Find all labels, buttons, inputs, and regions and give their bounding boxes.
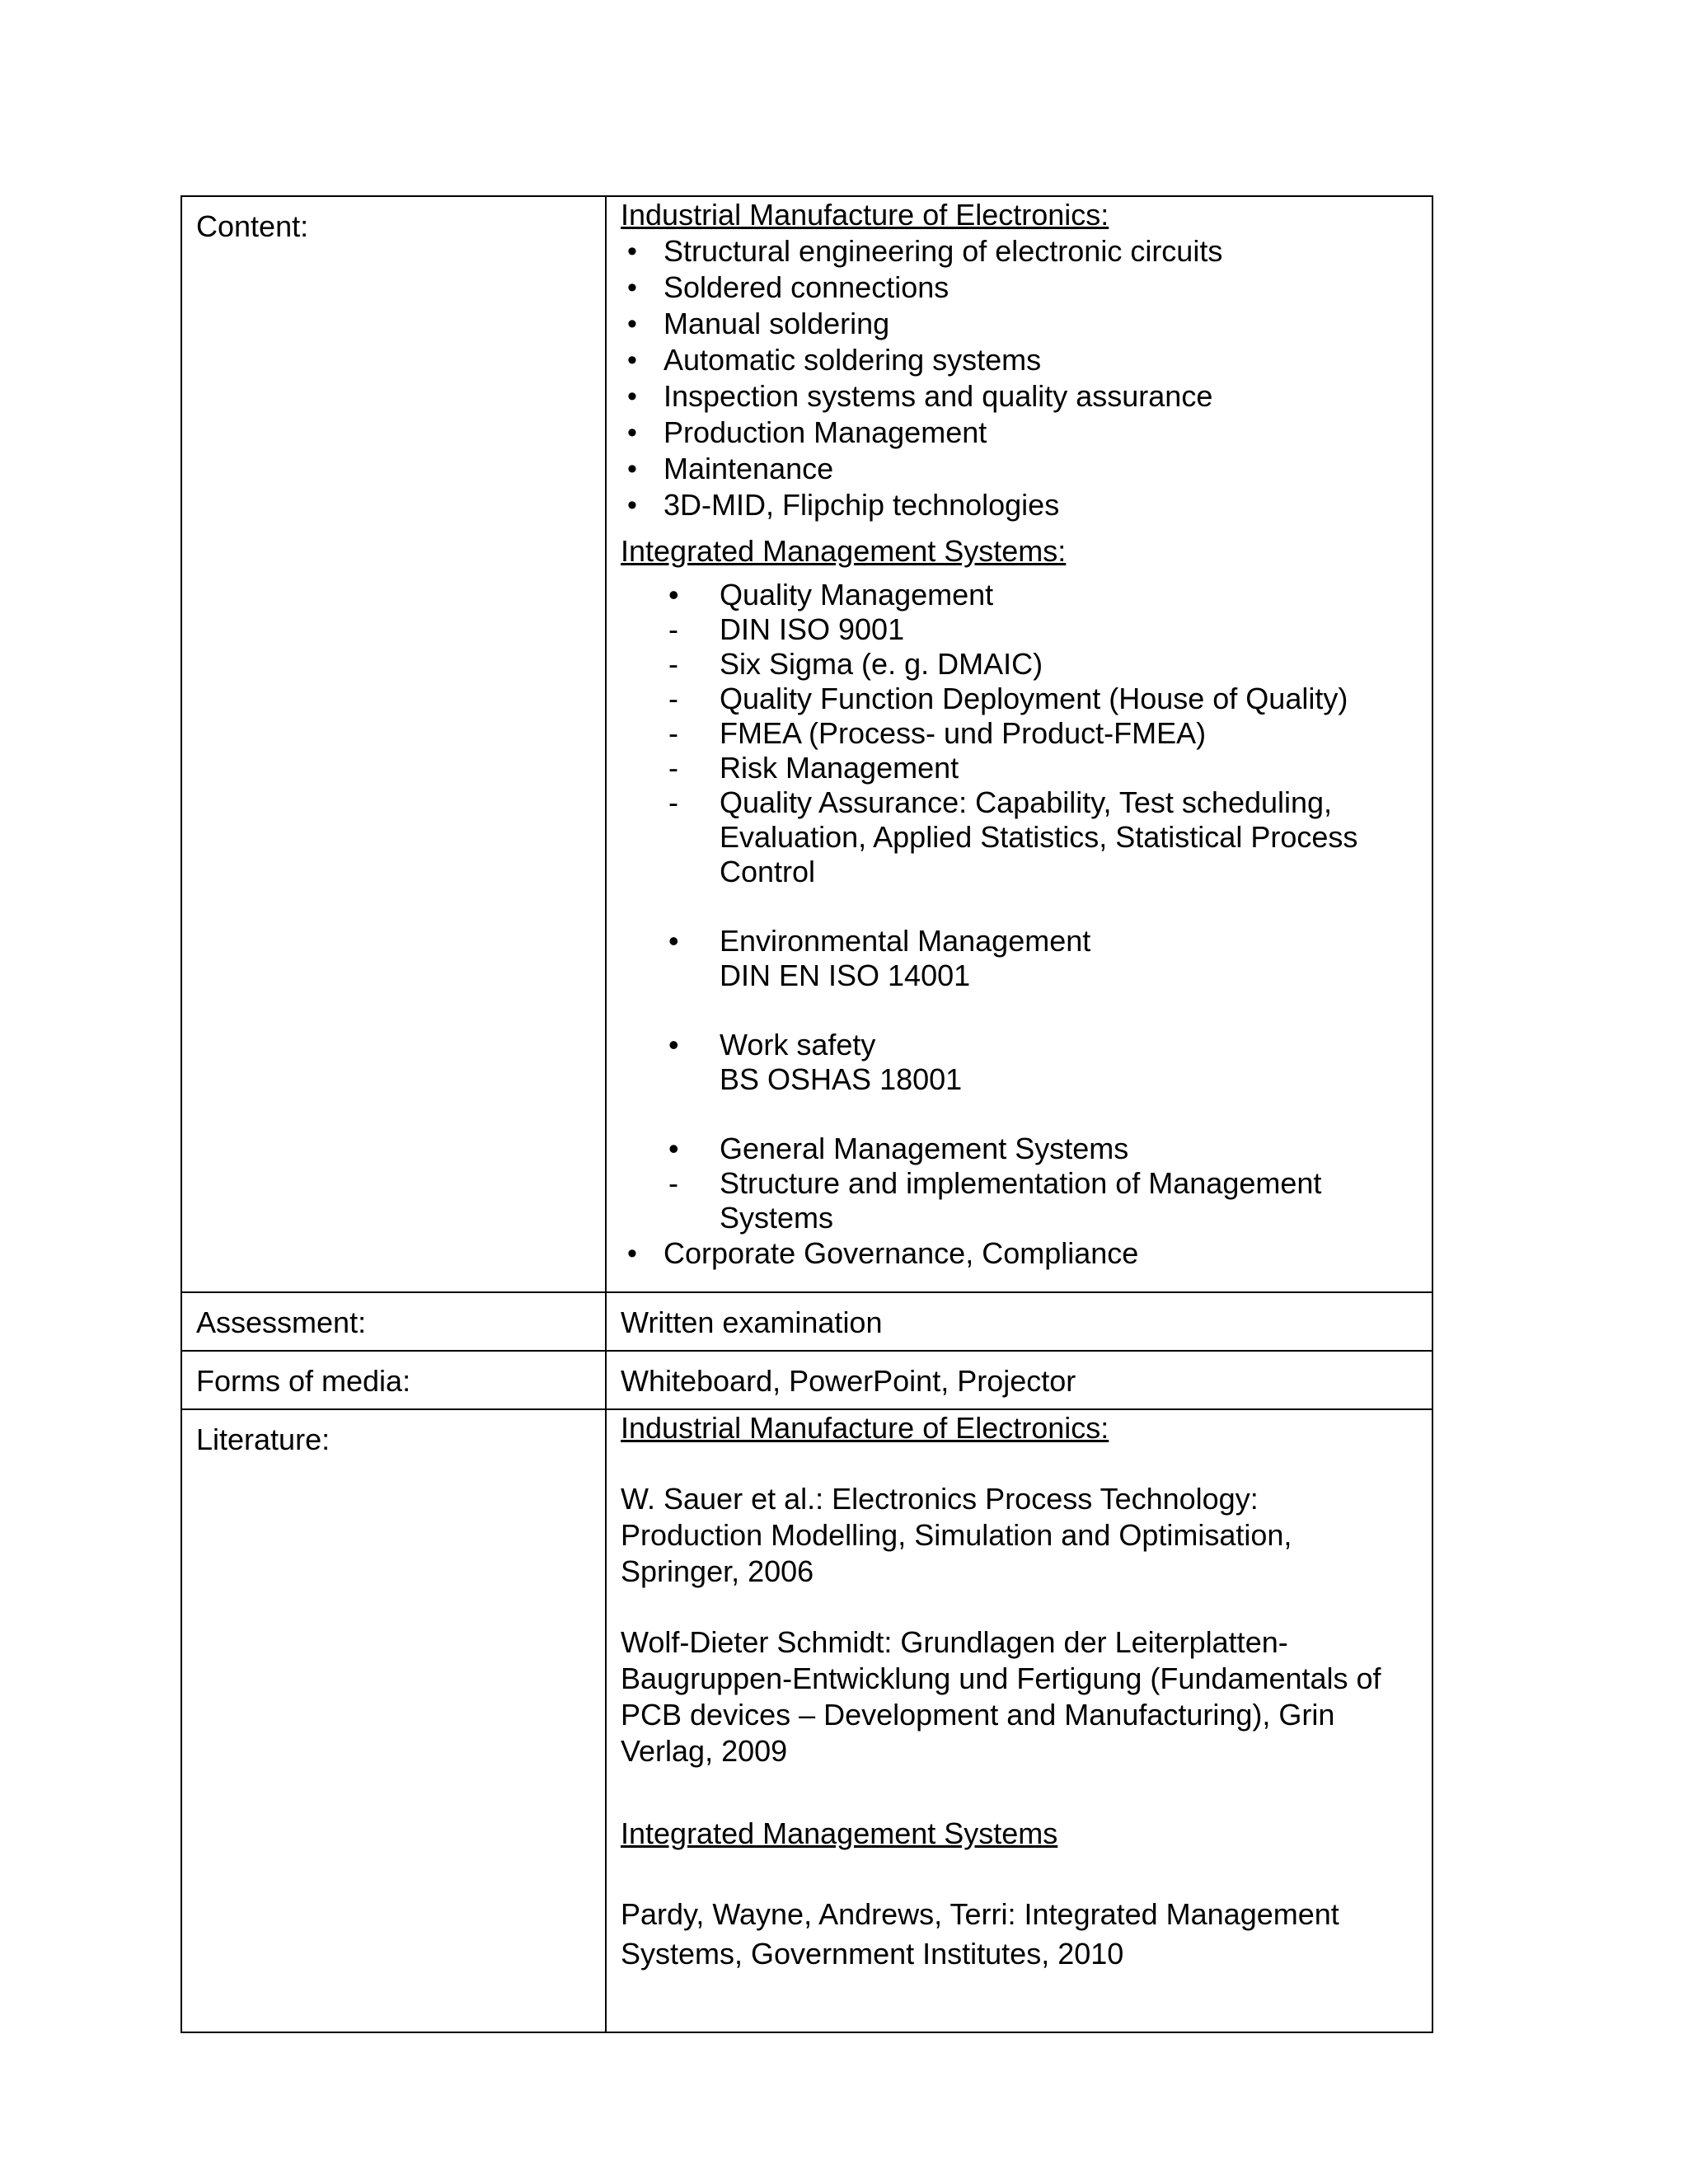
list-item-text: Quality Function Deployment (House of Quality) — [720, 682, 1348, 715]
general-management-list — [621, 1132, 1432, 1235]
list-item: • Soldered connections — [621, 269, 1432, 306]
list-item-text: Environmental Management — [720, 924, 1091, 958]
list-item-text: General Management Systems — [720, 1132, 1129, 1165]
bullet-marker: • — [668, 1028, 679, 1062]
list-item: • Automatic soldering systems — [621, 342, 1432, 378]
module-description-table — [181, 195, 1433, 2033]
environmental-management-list — [621, 924, 1432, 993]
list-item — [621, 1166, 1432, 1235]
dash-marker: - — [668, 682, 678, 715]
list-item: • Structural engineering of electronic circuits — [621, 233, 1432, 269]
reference-line: PCB devices – Development and Manufacturing), Grin — [621, 1698, 1335, 1732]
list-item-text: Work safety — [720, 1028, 876, 1062]
bullet-marker: • — [668, 924, 679, 958]
dash-marker: - — [668, 716, 678, 750]
assessment-value-text: Written examination — [621, 1305, 883, 1339]
list-item-text: Risk Management — [720, 751, 959, 785]
content-label — [182, 197, 607, 1291]
reference-pardy — [621, 1895, 1432, 1974]
assessment-label-text: Assessment: — [196, 1305, 367, 1339]
spacer — [621, 993, 1432, 1028]
literature-heading-management: Integrated Management Systems — [621, 1816, 1058, 1850]
list-item: • 3D-MID, Flipchip technologies — [621, 487, 1432, 523]
dash-marker: - — [668, 647, 678, 681]
content-row — [182, 197, 1432, 1293]
assessment-row — [182, 1293, 1432, 1352]
list-item: • Maintenance — [621, 451, 1432, 487]
dash-marker: - — [668, 1166, 678, 1200]
work-safety-list — [621, 1028, 1432, 1097]
literature-row — [182, 1410, 1432, 2032]
list-item-text: Quality Assurance: Capability, Test scheduling, — [720, 785, 1333, 819]
reference-line: Verlag, 2009 — [621, 1734, 788, 1768]
list-item — [621, 1028, 1432, 1097]
list-item: • Corporate Governance, Compliance — [621, 1235, 1432, 1272]
media-value-text: Whiteboard, PowerPoint, Projector — [621, 1364, 1076, 1398]
spacer — [621, 1852, 1432, 1895]
literature-value — [607, 1410, 1432, 2032]
list-item — [621, 716, 1432, 751]
list-item-text: Evaluation, Applied Statistics, Statistical Process — [720, 820, 1358, 854]
literature-label-text: Literature: — [196, 1422, 331, 1456]
media-row — [182, 1352, 1432, 1410]
spacer — [621, 889, 1432, 924]
list-item — [621, 682, 1432, 716]
dash-marker: - — [668, 785, 678, 819]
governance-list — [621, 1235, 1432, 1272]
list-item — [621, 1132, 1432, 1166]
list-item-text: DIN ISO 9001 — [720, 612, 905, 646]
reference-line: W. Sauer et al.: Electronics Process Technology: — [621, 1482, 1259, 1516]
list-item-text: Control — [720, 855, 816, 888]
manufacture-topic-list — [621, 233, 1432, 523]
list-item-text: BS OSHAS 18001 — [720, 1062, 963, 1096]
list-item-text: FMEA (Process- und Product-FMEA) — [720, 716, 1207, 750]
reference-schmidt — [621, 1624, 1432, 1769]
media-label-text: Forms of media: — [196, 1364, 411, 1398]
content-value — [607, 197, 1432, 1291]
list-item — [621, 924, 1432, 993]
section-heading-manufacture: Industrial Manufacture of Electronics: — [621, 198, 1109, 232]
list-item — [621, 785, 1432, 889]
list-item — [621, 578, 1432, 612]
reference-line: Springer, 2006 — [621, 1554, 814, 1588]
list-item-text: Six Sigma (e. g. DMAIC) — [720, 647, 1043, 681]
list-item: • Manual soldering — [621, 306, 1432, 342]
spacer — [621, 1590, 1432, 1624]
list-item: • Production Management — [621, 415, 1432, 451]
reference-line: Wolf-Dieter Schmidt: Grundlagen der Leiterplatten- — [621, 1625, 1288, 1659]
reference-sauer — [621, 1481, 1432, 1590]
section-heading-management: Integrated Management Systems: — [621, 534, 1067, 568]
list-item-text: Quality Management — [720, 578, 994, 612]
media-label — [182, 1352, 607, 1408]
literature-heading-manufacture: Industrial Manufacture of Electronics: — [621, 1411, 1109, 1445]
literature-label — [182, 1410, 607, 2032]
list-item: • Inspection systems and quality assurance — [621, 378, 1432, 415]
list-item-text: DIN EN ISO 14001 — [720, 958, 971, 992]
assessment-label — [182, 1293, 607, 1350]
list-item — [621, 647, 1432, 682]
reference-line: Systems, Government Institutes, 2010 — [621, 1937, 1124, 1971]
list-item — [621, 612, 1432, 647]
quality-management-list — [621, 578, 1432, 889]
list-item-text: Structure and implementation of Management — [720, 1166, 1322, 1200]
reference-line: Baugruppen-Entwicklung und Fertigung (Fundamentals of — [621, 1661, 1381, 1695]
content-label-text: Content: — [196, 209, 309, 243]
media-value — [607, 1352, 1432, 1408]
spacer — [621, 1769, 1432, 1816]
dash-marker: - — [668, 751, 678, 785]
reference-line: Pardy, Wayne, Andrews, Terri: Integrated Management — [621, 1897, 1339, 1931]
spacer — [621, 1097, 1432, 1132]
dash-marker: - — [668, 612, 678, 646]
bullet-marker: • — [668, 1132, 679, 1165]
assessment-value — [607, 1293, 1432, 1350]
reference-line: Production Modelling, Simulation and Optimisation, — [621, 1518, 1292, 1552]
list-item-text: Systems — [720, 1201, 834, 1235]
bullet-marker: • — [668, 578, 679, 612]
list-item — [621, 751, 1432, 785]
spacer — [621, 1446, 1432, 1481]
